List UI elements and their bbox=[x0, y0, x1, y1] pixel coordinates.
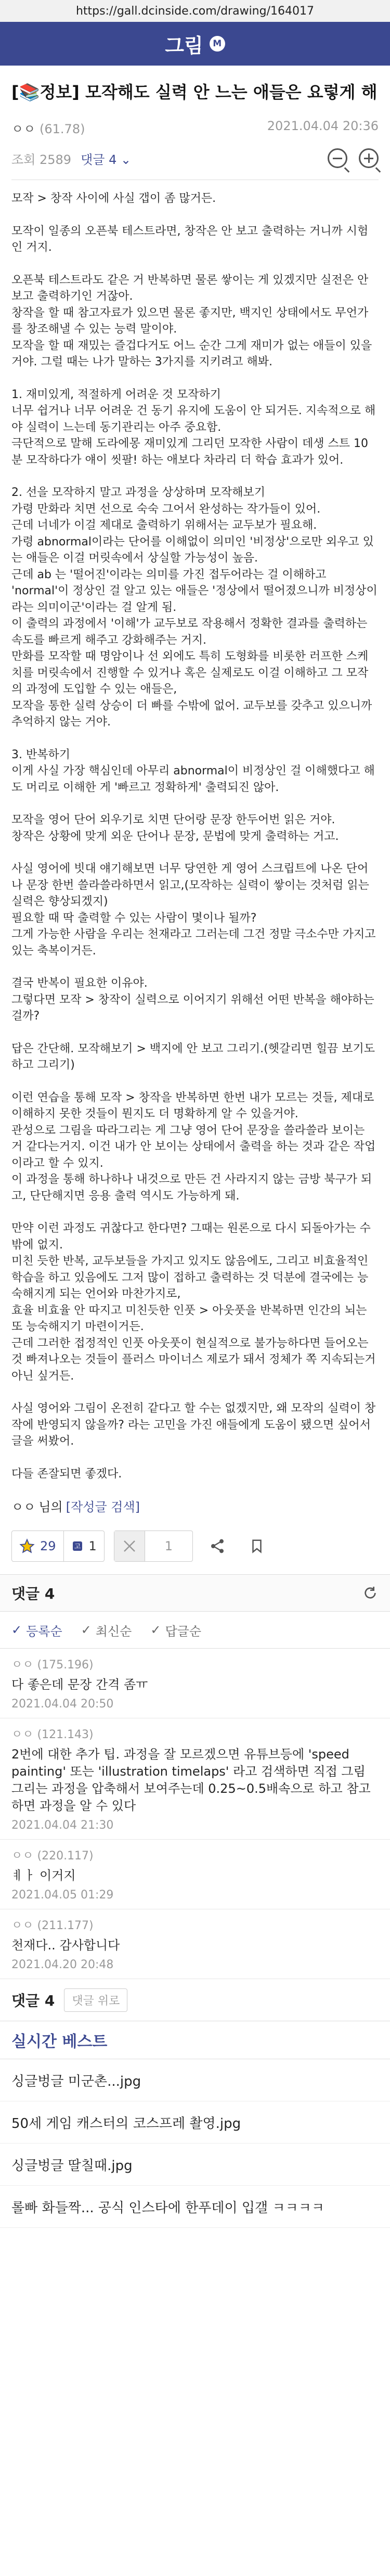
post-datetime: 2021.04.04 20:36 bbox=[267, 119, 379, 133]
body-paragraph: 모작 > 창작 사이에 사실 갭이 좀 많거든. bbox=[11, 192, 216, 205]
post-ip: (61.78) bbox=[40, 122, 85, 136]
body-paragraph: 3. 반복하기 이게 사실 가장 핵심인데 아무리 abnormal이 비정상인 걸 이해했다고 해도 머리로 이해한 게 '빠르고 정확하게' 출력되진 않아. bbox=[11, 748, 375, 794]
body-paragraph: 답은 간단해. 모작해보기 > 백지에 안 보고 그리기.(헷갈리면 힐끔 보기도 하고 그리기) bbox=[11, 1042, 379, 1072]
x-icon bbox=[122, 1538, 137, 1554]
tab-sort-latest[interactable]: ✓ 최신순 bbox=[81, 1623, 132, 1639]
post-stats-line bbox=[11, 148, 379, 168]
share-button[interactable] bbox=[202, 1531, 232, 1561]
url-text: https://gall.dcinside.com/drawing/164017 bbox=[75, 4, 314, 18]
share-icon bbox=[209, 1538, 226, 1554]
comment-text: 2번에 대한 추가 팁. 과정을 잘 모르겠으면 유튜브등에 'speed painting' 또는 'illustration timelaps' 라고 검색하면 직접 그림 그리는 과정을 압축해서 보여주는데 0.25~0.5배속으로 하고 참고하면 과정을 알 수 있다 bbox=[11, 1747, 371, 1813]
comments-title: 댓글 4 bbox=[11, 1585, 55, 1602]
gallery-name[interactable]: 그림 bbox=[165, 34, 203, 57]
comment-item[interactable] bbox=[0, 1649, 390, 1718]
body-paragraph: 사실 영어에 빗대 얘기해보면 너무 당연한 게 영어 스크립트에 나온 단어나 문장 한번 쓸라쓸라하면서 읽고,(모작하는 실력이 쌓이는 것처럼 읽는 실력은 향상되겠지) 필요할 때 딱 출력할 수 있는 사람이 몇이나 될까? 그게 가능한 사람을 우리는 천재라고 그러는데 그건 정말 극소수만 가지고 있는 축복이거든. bbox=[11, 862, 376, 958]
body-paragraph: 다들 존잘되면 좋겠다. bbox=[11, 1467, 122, 1481]
comment-text: 다 좋은데 문장 간격 좀ㅠ bbox=[11, 1677, 148, 1692]
body-paragraph: 오픈북 테스트라도 같은 거 반복하면 물론 쌓이는 게 있겠지만 실전은 안 보고 출력하기인 거잖아. 창작을 할 때 참고자료가 있으면 물론 좋지만, 백지인 상태에서도 무언가를 창조해낼 수 있는 능력 말이야. 모작을 할 때 재밌는 즐겁다거도 어느 순간 그게 재미가 없는 애들이 있을 거야. 그럴 때는 나가 말하는 3가지를 지키려고 해봐. bbox=[11, 273, 372, 368]
comment-writer: ㅇㅇ (121.143) bbox=[11, 1728, 94, 1741]
fixed-recommend-button[interactable] bbox=[64, 1531, 104, 1561]
best-title: 실시간 베스트 bbox=[0, 2021, 390, 2059]
author-name[interactable]: ㅇㅇ bbox=[11, 1500, 36, 1514]
body-paragraph: 2. 선을 모작하지 말고 과정을 상상하며 모작해보기 가령 만화라 치면 선으로 숙숙 그어서 완성하는 작가들이 있어. 근데 너네가 이걸 제대로 출력하기 위해서는 교두보가 필요해. 가령 abnormal이라는 단어를 이해없이 의미인 '비정상'으로만 외우고 있는 애들은 이걸 머릿속에서 상실할 가능성이 높음. 근데 ab 는 '떨어진'이라는 의미를 가진 접두어라는 걸 이해하고 'normal'이 정상인 걸 알고 있는 애들은 '정상에서 떨어졌으니까 비정상이라는 의미이군'이라는 걸 알게 됨. 이 출력의 과정에서 '이해'가 교두보로 작용해서 정확한 결과를 출력하는 속도를 빠르게 해주고 강화해주는 거지. 만화를 모작할 때 명암이나 선 외에도 특히 도형화를 비롯한 러프한 스케치를 머릿속에서 진행할 수 있거나 혹은 실제로도 이걸 이해하고 그 모작의 과정에 도입할 수 있는 애들은, 모작을 통한 실력 상승이 더 빠를 수밖에 없어. 교두보를 갖추고 있으니까 추억하지 않는 거야. bbox=[11, 486, 378, 729]
comment-item[interactable] bbox=[0, 1718, 390, 1840]
best-item[interactable]: 싱글벙글 미군촌...jpg bbox=[0, 2059, 390, 2101]
view-count: 조회 2589 bbox=[11, 152, 72, 167]
post-writer-line bbox=[11, 119, 379, 137]
svg-text:고: 고 bbox=[74, 1543, 81, 1551]
comment-text: 천재다.. 감사합니다 bbox=[11, 1938, 120, 1953]
comment-date: 2021.04.04 21:30 bbox=[11, 1819, 114, 1832]
comment-item[interactable] bbox=[0, 1840, 390, 1909]
comment-date: 2021.04.04 20:50 bbox=[11, 1698, 114, 1711]
comment-count-link[interactable]: 댓글 4 ⌄ bbox=[81, 152, 132, 167]
comment-date: 2021.04.20 20:48 bbox=[11, 1958, 114, 1971]
recommend-count: 29 bbox=[40, 1539, 56, 1553]
body-paragraph: 모작을 영어 단어 외우기로 치면 단어랑 문장 한두어번 읽은 거야. 창작은 상황에 맞게 외운 단어나 문장, 문법에 맞게 출력하는 거고. bbox=[11, 813, 339, 843]
comment-item[interactable] bbox=[0, 1909, 390, 1979]
star-icon bbox=[19, 1538, 35, 1554]
bookmark-icon bbox=[249, 1538, 265, 1554]
scrap-button[interactable] bbox=[242, 1531, 272, 1561]
body-paragraph: 결국 반복이 필요한 이유야. 그렇다면 모작 > 창작이 실력으로 이어지기 위해선 어떤 반복을 해야하는 걸까? bbox=[11, 977, 374, 1023]
check-icon: ✓ bbox=[81, 1623, 92, 1637]
comment-sort-tabs bbox=[0, 1612, 390, 1649]
post-writer[interactable]: ㅇㅇ bbox=[11, 122, 36, 136]
author-suffix: 님의 bbox=[38, 1500, 63, 1514]
zoom-in-icon[interactable] bbox=[359, 148, 379, 168]
comment-date: 2021.04.05 01:29 bbox=[11, 1889, 114, 1902]
comments-header bbox=[0, 1574, 390, 1612]
body-paragraph: 1. 재미있게, 적절하게 어려운 것 모작하기 너무 쉽거나 너무 어려운 건 동기 유지에 도움이 안 되거든. 지속적으로 해야 실력이 느는데 동기관리는 아주 중요함. 극단적으로 말해 도라에몽 재미있게 그리던 모작한 사람이 데생 스트 10분 모작하다가 얘이 씻팔! 하는 애보다 차라리 더 학습 효과가 있어. bbox=[11, 388, 376, 467]
author-search-line bbox=[0, 1497, 390, 1515]
best-item[interactable]: 롤빠 화들짝... 공식 인스타에 한푸데이 입갤 ㅋㅋㅋㅋ bbox=[0, 2186, 390, 2228]
nonrecommend-count: 1 bbox=[164, 1539, 173, 1553]
body-paragraph: 모작이 일종의 오픈북 테스트라면, 창작은 안 보고 출력하는 거니까 시험인 거지. bbox=[11, 224, 369, 254]
comment-top-button[interactable]: 댓글 위로 bbox=[64, 1988, 127, 2012]
zoom-out-icon[interactable] bbox=[328, 148, 347, 168]
fixed-recommend-count: 1 bbox=[88, 1539, 97, 1553]
comments-footer bbox=[0, 1979, 390, 2021]
refresh-icon[interactable] bbox=[362, 1585, 379, 1601]
comment-writer: ㅇㅇ (220.117) bbox=[11, 1850, 94, 1863]
fixed-nick-icon bbox=[71, 1540, 84, 1552]
author-post-search-link[interactable]: [작성글 검색] bbox=[66, 1500, 140, 1514]
url-bar[interactable] bbox=[0, 0, 390, 22]
best-item[interactable]: 50세 게임 캐스터의 코스프레 촬영.jpg bbox=[0, 2101, 390, 2144]
body-paragraph: 만약 이런 과정도 귀찮다고 한다면? 그때는 원론으로 다시 되돌아가는 수밖에 없지. 미친 듯한 반복, 교두보들을 가지고 있지도 않음에도, 그리고 비효율적인 학습을 하고 있음에도 그저 많이 접하고 출력하는 것 덕분에 결국에는 능숙해지게 되는 언어와 마찬가지로, 효율 비효율 안 따지고 미친듯한 인풋 > 아웃풋을 반복하면 인간의 뇌는 또 능숙해지기 마련이거든. 근데 그러한 접정적인 인풋 아웃풋이 현실적으로 불가능하다면 들어오는 것 빠져나오는 것들이 플러스 마이너스 제로가 돼서 정체가 쪽 지속되는거 아닌 싶거든. bbox=[11, 1222, 376, 1383]
gallery-header bbox=[0, 22, 390, 66]
post-actions bbox=[0, 1531, 390, 1562]
post-body bbox=[0, 180, 390, 1482]
minor-gallery-badge: M bbox=[210, 36, 225, 52]
comment-writer: ㅇㅇ (175.196) bbox=[11, 1659, 94, 1672]
nonrecommend-box bbox=[114, 1531, 193, 1562]
body-paragraph: 이런 연습을 통해 모작 > 창작을 반복하면 한번 내가 모르는 것들, 제대로 이해하지 못한 것들이 뭔지도 더 명확하게 알 수 있을거야. 관성으로 그림을 따라그리는 게 그냥 영어 단어 문장을 쓸라쓸라 보이는 거 같다는거지. 이건 내가 안 보이는 상태에서 출력을 하는 것과 같은 작업이라고 할 수 있지. 이 과정을 통해 하나하나 내것으로 만든 건 사라지지 않는 금방 북구가 되고, 단단해지면 응용 출력 역시도 가능하게 돼. bbox=[11, 1091, 376, 1203]
nonrecommend-button[interactable] bbox=[114, 1531, 145, 1561]
realtime-best bbox=[0, 2021, 390, 2228]
recommend-button[interactable] bbox=[12, 1531, 63, 1561]
chevron-down-icon: ⌄ bbox=[121, 152, 132, 167]
body-paragraph: 사실 영어와 그림이 온전히 같다고 할 수는 없겠지만, 왜 모작의 실력이 창작에 반영되지 않을까? 라는 고민을 가진 애들에게 도움이 됐으면 싶어서 글을 써봤어. bbox=[11, 1402, 376, 1448]
comments-footer-title: 댓글 4 bbox=[11, 1992, 55, 2009]
recommend-box bbox=[11, 1531, 105, 1562]
post-header bbox=[0, 66, 390, 180]
post-title: [📚정보] 모작해도 실력 안 느는 애들은 요렇게 해 bbox=[11, 82, 378, 102]
check-icon: ✓ bbox=[150, 1623, 161, 1637]
tab-sort-registered[interactable]: ✓ 등록순 bbox=[11, 1623, 62, 1639]
tab-sort-replies[interactable]: ✓ 답글순 bbox=[150, 1623, 202, 1639]
comment-text: ㅖㅏ 이거지 bbox=[11, 1868, 76, 1883]
check-icon: ✓ bbox=[11, 1623, 22, 1637]
best-item[interactable]: 싱글벙글 딸칠때.jpg bbox=[0, 2144, 390, 2186]
comment-writer: ㅇㅇ (211.177) bbox=[11, 1919, 94, 1932]
comment-list bbox=[0, 1649, 390, 1979]
